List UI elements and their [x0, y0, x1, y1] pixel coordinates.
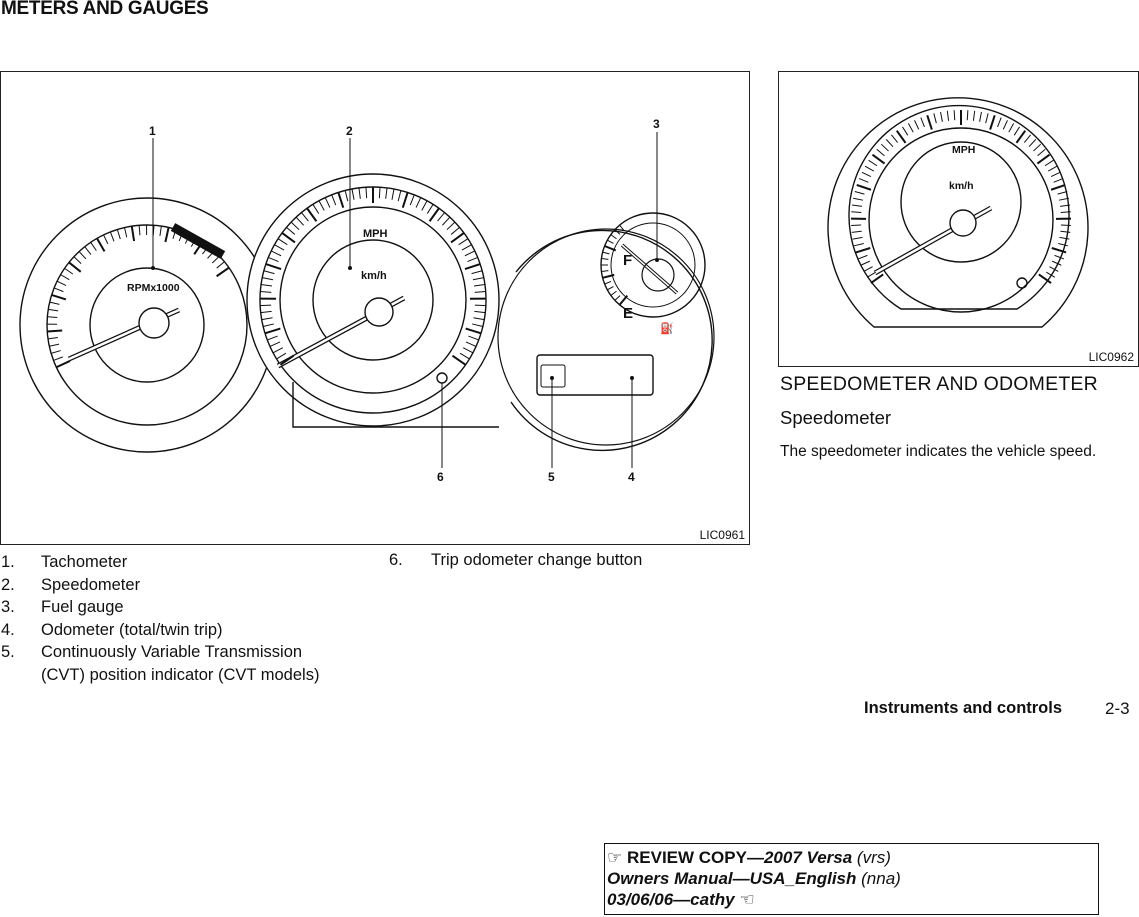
pointing-hand-icon: ☞ [607, 848, 623, 867]
speedometer-illustration [779, 72, 1138, 366]
fuel-full-label: F [623, 252, 633, 269]
dial-tick [1009, 123, 1014, 132]
dial-tick [891, 135, 897, 143]
dial-tick [852, 205, 862, 206]
mph-label: MPH [952, 144, 976, 156]
dial-tick [1003, 120, 1007, 129]
dial-tick [1024, 135, 1030, 143]
fuel-gauge-dial [601, 213, 705, 317]
dial-tick [915, 120, 919, 129]
dial-tick [212, 256, 219, 263]
dial-tick [132, 226, 134, 241]
speedometer-figure [778, 71, 1139, 367]
dial-tick [54, 288, 63, 292]
dial-tick [1060, 231, 1070, 232]
dial-tick [57, 281, 66, 285]
dial-tick [1058, 243, 1068, 245]
dial-tick [601, 259, 608, 260]
callout-4: 4 [628, 470, 635, 484]
dial-tick [1029, 139, 1036, 146]
fuel-pump-icon: ⛽ [660, 323, 674, 335]
dial-tick [865, 166, 874, 171]
dial-tick [1051, 185, 1065, 190]
dial-tick [611, 235, 617, 239]
dial-tick [855, 192, 865, 195]
rpm-label: RPMx1000 [127, 282, 180, 294]
dial-tick [853, 237, 863, 239]
kmh-label: km/h [361, 270, 387, 282]
dial-tick [851, 212, 861, 213]
dial-tick [85, 247, 91, 255]
dial-tick [79, 252, 86, 259]
dial-tick [601, 271, 608, 272]
dial-tick [104, 235, 108, 244]
dial-tick [877, 149, 885, 155]
dial-tick [379, 187, 380, 198]
dial-tick [1038, 149, 1046, 155]
instrument-cluster-illustration [1, 72, 749, 544]
dial-tick [65, 268, 73, 274]
dial-tick [872, 155, 884, 164]
dial-tick [921, 118, 925, 127]
dial-tick [260, 305, 271, 306]
figure-code: LIC0962 [1088, 350, 1134, 364]
dial-tick [53, 357, 62, 361]
review-copy-stamp: ☞ REVIEW COPY—2007 Versa (vrs) Owners Manual—USA_English (nna) 03/06/06—cathy ☜ [604, 843, 1099, 915]
dial-tick [1037, 155, 1049, 164]
legend-item: 2. Speedometer [1, 575, 141, 594]
dial-tick [160, 226, 161, 236]
dial-tick [1045, 160, 1053, 165]
legend-item: 4. Odometer (total/twin trip) [1, 620, 223, 639]
dial-tick [854, 243, 864, 245]
callout-3: 3 [653, 117, 660, 131]
dial-tick [967, 110, 968, 120]
body-paragraph: The speedometer indicates the vehicle speed. [780, 443, 1097, 460]
page-number: 2-3 [1105, 699, 1130, 718]
legend-item: 6. Trip odometer change button [389, 551, 643, 569]
dial-tick [853, 198, 863, 200]
figure-legend-continued [389, 549, 642, 572]
kmh-label: km/h [949, 180, 974, 192]
dial-tick [856, 248, 870, 252]
dial-tick [867, 272, 876, 277]
dial-tick [1033, 144, 1040, 151]
dial-tick [48, 309, 58, 311]
dial-tick [52, 295, 66, 300]
dial-tick [620, 296, 628, 305]
dial-tick [859, 179, 868, 183]
callout-6: 6 [437, 470, 444, 484]
dial-tick [858, 255, 867, 259]
mph-label: MPH [363, 228, 388, 240]
dial-tick [1014, 127, 1019, 135]
dial-tick [990, 115, 995, 129]
dial-tick [881, 144, 888, 151]
dial-tick [862, 172, 871, 176]
dial-tick [954, 110, 955, 120]
dial-tick [48, 338, 58, 339]
dial-tick [607, 240, 613, 243]
cvt-indicator [541, 365, 565, 387]
dial-tick [927, 115, 932, 129]
instrument-cluster-figure [0, 71, 750, 545]
dial-tick [165, 227, 168, 242]
dial-tick [869, 160, 877, 165]
dial-tick [1055, 255, 1064, 259]
dial-tick [998, 118, 1002, 127]
callout-1: 1 [149, 124, 156, 138]
dial-tick [908, 123, 913, 132]
dial-tick [973, 111, 974, 121]
dial-tick [74, 257, 81, 264]
legend-item: 3. Fuel gauge [1, 598, 124, 616]
dial-tick [47, 331, 62, 332]
dial-tick [986, 113, 988, 123]
dial-tick [615, 296, 620, 301]
dial-tick [110, 232, 114, 241]
dial-tick [603, 252, 610, 254]
dial-tick [139, 225, 140, 235]
dial-tick [47, 317, 57, 318]
dial-tick [217, 262, 225, 268]
section-heading: SPEEDOMETER AND ODOMETER [780, 373, 1098, 395]
dial-tick [475, 305, 486, 306]
dial-tick [1054, 179, 1063, 183]
dial-tick [897, 131, 906, 143]
dial-tick [934, 113, 936, 123]
dial-tick [1048, 166, 1057, 171]
dial-tick [861, 261, 870, 265]
dial-tick [125, 228, 127, 238]
fuel-pod-outline [511, 230, 712, 450]
dial-tick [871, 274, 883, 283]
subsection-heading: Speedometer [780, 407, 892, 428]
dial-tick [61, 275, 70, 280]
legend-item: 1. Tachometer [1, 553, 128, 571]
dial-tick [607, 287, 613, 290]
dial-tick [902, 127, 907, 135]
dial-tick [605, 281, 612, 284]
fuel-empty-label: E [623, 305, 634, 322]
tachometer-redzone [173, 227, 223, 255]
pointing-hand-left-icon: ☜ [739, 890, 755, 909]
dial-tick [941, 112, 943, 122]
footer-chapter-title: Instruments and controls [864, 699, 1063, 717]
dial-tick [91, 242, 97, 250]
dial-tick [56, 361, 70, 367]
dial-tick [947, 111, 948, 121]
dial-tick [117, 229, 120, 239]
dial-tick [50, 302, 60, 304]
legend-item: (CVT) position indicator (CVT models) [41, 665, 320, 684]
dial-tick [366, 187, 367, 198]
dial-tick [857, 185, 871, 190]
dial-tick [1051, 172, 1060, 176]
dial-tick [49, 344, 59, 346]
legend-item: 5. Continuously Variable Transmission [1, 643, 303, 661]
dial-tick [97, 238, 105, 251]
dial-tick [1058, 192, 1068, 195]
dial-tick [886, 139, 893, 146]
dial-tick [980, 112, 982, 122]
odometer-display [537, 355, 653, 395]
dial-tick [1059, 237, 1069, 239]
dial-tick [51, 351, 61, 354]
dial-tick [1016, 131, 1025, 143]
dial-tick [69, 262, 81, 271]
callout-2: 2 [346, 124, 353, 138]
figure-code: LIC0961 [699, 528, 745, 542]
dial-tick [217, 268, 229, 277]
dial-tick [852, 231, 862, 232]
dial-tick [864, 267, 873, 272]
section-title: METERS AND GAUGES [1, 0, 209, 19]
figure-legend [1, 551, 319, 686]
dial-tick [611, 291, 617, 295]
callout-5: 5 [548, 470, 555, 484]
